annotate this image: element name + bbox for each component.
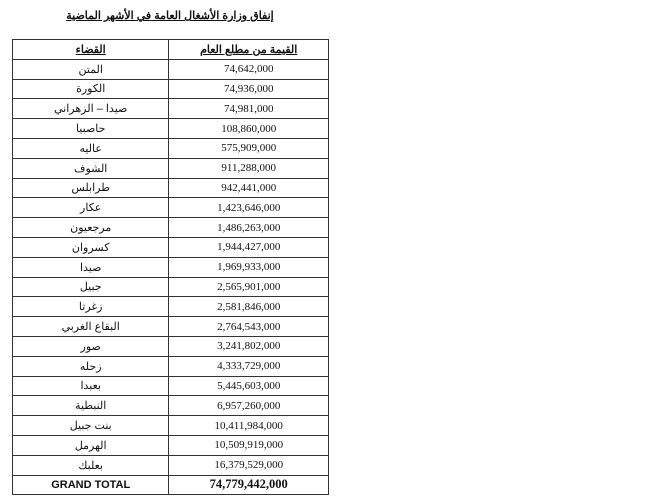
- table-row: [13, 396, 329, 416]
- table-row: [13, 99, 329, 119]
- district-cell: الشوف: [13, 158, 169, 178]
- table-row: [13, 376, 329, 396]
- table-row: [13, 59, 329, 79]
- value-cell: 10,509,919,000: [169, 435, 329, 455]
- header-value: القيمة من مطلع العام: [169, 40, 329, 60]
- district-cell: بنت جبيل: [13, 416, 169, 436]
- table-row: [13, 435, 329, 455]
- district-cell: بعلبك: [13, 455, 169, 475]
- value-cell: 2,764,543,000: [169, 317, 329, 337]
- value-cell: 911,288,000: [169, 158, 329, 178]
- table-row: [13, 198, 329, 218]
- table-row: [13, 119, 329, 139]
- value-cell: 1,944,427,000: [169, 237, 329, 257]
- value-cell: 10,411,984,000: [169, 416, 329, 436]
- district-cell: البقاع الغربي: [13, 317, 169, 337]
- table-row: [13, 455, 329, 475]
- table-row: [13, 317, 329, 337]
- table-row: [13, 416, 329, 436]
- grand-total-row: [13, 475, 329, 495]
- table-row: [13, 158, 329, 178]
- spending-table: [12, 39, 329, 495]
- table-row: [13, 218, 329, 238]
- value-cell: 74,936,000: [169, 79, 329, 99]
- value-cell: 74,642,000: [169, 59, 329, 79]
- district-cell: حاصبيا: [13, 119, 169, 139]
- value-cell: 1,423,646,000: [169, 198, 329, 218]
- value-cell: 1,486,263,000: [169, 218, 329, 238]
- value-cell: 2,581,846,000: [169, 297, 329, 317]
- district-cell: طرابلس: [13, 178, 169, 198]
- value-cell: 16,379,529,000: [169, 455, 329, 475]
- value-cell: 5,445,603,000: [169, 376, 329, 396]
- district-cell: زحله: [13, 356, 169, 376]
- table-row: [13, 356, 329, 376]
- district-cell: كسروان: [13, 237, 169, 257]
- grand-total-value: 74,779,442,000: [169, 475, 329, 495]
- district-cell: النبطية: [13, 396, 169, 416]
- table-row: [13, 336, 329, 356]
- value-cell: 1,969,933,000: [169, 257, 329, 277]
- table-row: [13, 257, 329, 277]
- district-cell: صيدا: [13, 257, 169, 277]
- district-cell: عكار: [13, 198, 169, 218]
- district-cell: عاليه: [13, 138, 169, 158]
- value-cell: 575,909,000: [169, 138, 329, 158]
- district-cell: مرجعيون: [13, 218, 169, 238]
- grand-total-label: GRAND TOTAL: [13, 475, 169, 495]
- header-district: القضاء: [13, 40, 169, 60]
- value-cell: 4,333,729,000: [169, 356, 329, 376]
- table-row: [13, 178, 329, 198]
- district-cell: المتن: [13, 59, 169, 79]
- district-cell: صيدا – الزهراني: [13, 99, 169, 119]
- district-cell: الهرمل: [13, 435, 169, 455]
- district-cell: بعبدا: [13, 376, 169, 396]
- value-cell: 74,981,000: [169, 99, 329, 119]
- table-row: [13, 138, 329, 158]
- document-title: إنفاق وزارة الأشغال العامة في الأشهر الماضية: [66, 10, 274, 22]
- value-cell: 942,441,000: [169, 178, 329, 198]
- value-cell: 6,957,260,000: [169, 396, 329, 416]
- value-cell: 2,565,901,000: [169, 277, 329, 297]
- value-cell: 3,241,802,000: [169, 336, 329, 356]
- table-header-row: [13, 40, 329, 60]
- district-cell: زغرتا: [13, 297, 169, 317]
- table-row: [13, 79, 329, 99]
- district-cell: صور: [13, 336, 169, 356]
- table-row: [13, 297, 329, 317]
- table-row: [13, 237, 329, 257]
- district-cell: جبيل: [13, 277, 169, 297]
- table-row: [13, 277, 329, 297]
- district-cell: الكورة: [13, 79, 169, 99]
- value-cell: 108,860,000: [169, 119, 329, 139]
